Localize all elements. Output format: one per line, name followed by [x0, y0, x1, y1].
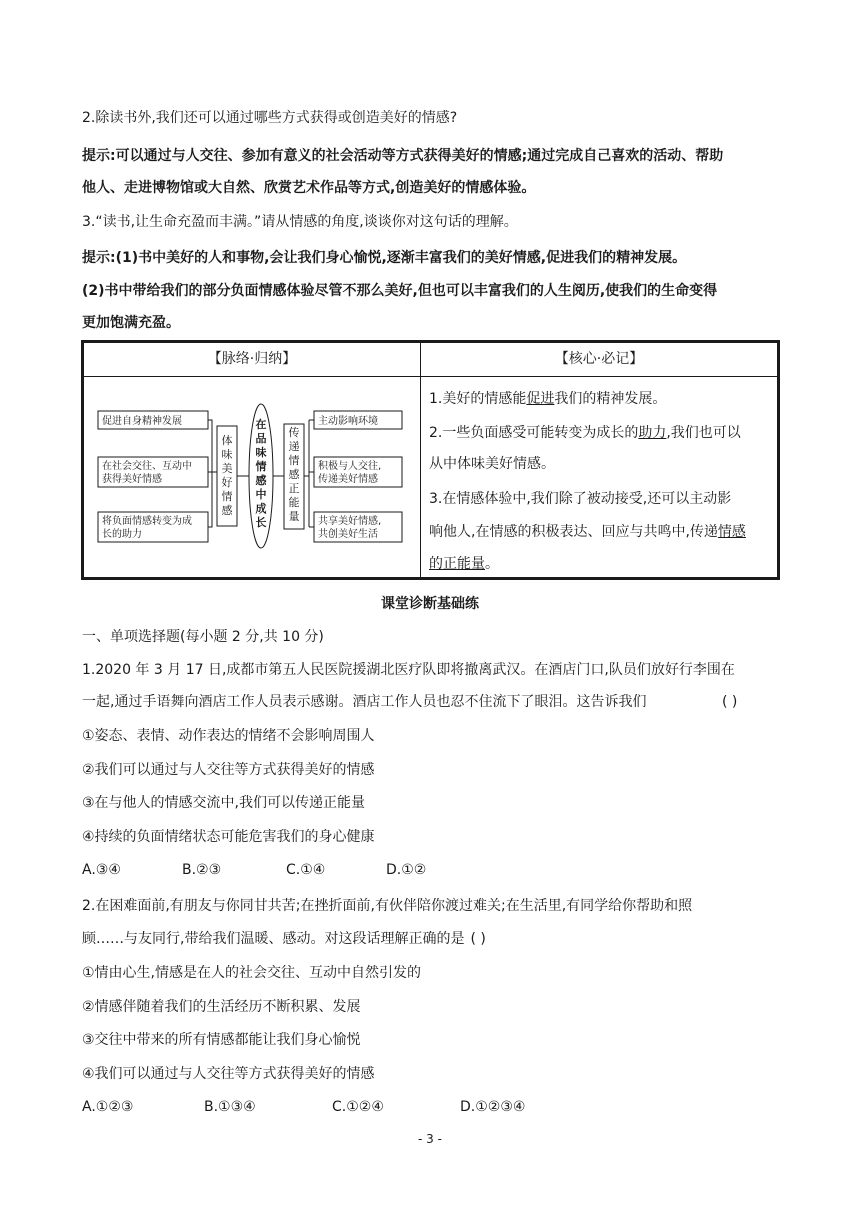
mc2-option-a[interactable]: A.①②③ — [82, 1099, 134, 1115]
mc1-option-b[interactable]: B.②③ — [182, 862, 222, 878]
right-box-2-text-1: 积极与人交往, — [318, 461, 382, 472]
hint-2-line-1: 提示:可以通过与人交往、参加有意义的社会活动等方式获得美好的情感;通过完成自己喜欢的活动、帮助 — [82, 148, 724, 164]
summary-right-header: 【核心·必记】 — [421, 343, 777, 377]
mc1-option-d[interactable]: D.①② — [386, 862, 427, 878]
mc1-item-1: ①姿态、表情、动作表达的情绪不会影响周围人 — [82, 728, 375, 744]
mc1-item-4: ④持续的负面情绪状态可能危害我们的身心健康 — [82, 829, 375, 845]
mc2-option-c[interactable]: C.①②④ — [332, 1099, 384, 1115]
right-box-3-text-1: 共享美好情感, — [318, 516, 382, 527]
center-label: 在品味情感中成长 — [255, 418, 267, 529]
mc1-item-3: ③在与他人的情感交流中,我们可以传递正能量 — [82, 795, 365, 811]
mc2-item-3: ③交往中带来的所有情感都能让我们身心愉悦 — [82, 1032, 361, 1048]
left-box-2-text-1: 在社会交往、互动中 — [102, 461, 192, 472]
right-column-label: 传递情感正能量 — [288, 426, 300, 523]
section-title: 课堂诊断基础练 — [381, 596, 479, 612]
core-point-1: 1.美好的情感能促进我们的精神发展。 — [429, 391, 667, 407]
part-one-heading: 一、单项选择题(每小题 2 分,共 10 分) — [82, 629, 324, 645]
question-2: 2.除读书外,我们还可以通过哪些方式获得或创造美好的情感? — [82, 110, 458, 126]
left-box-3-text-1: 将负面情感转变为成 — [102, 516, 192, 527]
mc1-item-2: ②我们可以通过与人交往等方式获得美好的情感 — [82, 762, 375, 778]
hint-3-line-1: 提示:(1)书中美好的人和事物,会让我们身心愉悦,逐渐丰富我们的美好情感,促进我们的精神发展。 — [82, 250, 687, 266]
mc1-option-a[interactable]: A.③④ — [82, 862, 121, 878]
mc2-option-d[interactable]: D.①②③④ — [460, 1099, 526, 1115]
core-point-3-line-3: 的正能量。 — [429, 556, 499, 572]
mc1-stem-line-1: 1.2020 年 3 月 17 日,成都市第五人民医院援湖北医疗队即将撤离武汉。在酒店门口,队员们放好行李围在 — [82, 662, 735, 678]
core-point-2-line-1: 2.一些负面感受可能转变为成长的助力,我们也可以 — [429, 425, 741, 441]
mind-map-diagram — [84, 376, 420, 577]
hint-3-line-2: (2)书中带给我们的部分负面情感体验尽管不那么美好,但也可以丰富我们的人生阅历,使我们的生命变得 — [82, 283, 718, 299]
left-box-1-text: 促进自身精神发展 — [102, 416, 182, 427]
question-3: 3.“读书,让生命充盈而丰满。”请从情感的角度,谈谈你对这句话的理解。 — [82, 214, 518, 230]
mc2-item-1: ①情由心生,情感是在人的社会交往、互动中自然引发的 — [82, 965, 421, 981]
right-box-3-text-2: 共创美好生活 — [318, 529, 378, 540]
mc2-stem-line-1: 2.在困难面前,有朋友与你同甘共苦;在挫折面前,有伙伴陪你渡过难关;在生活里,有同学给你帮助和照 — [82, 898, 693, 914]
hint-2-line-2: 他人、走进博物馆或大自然、欣赏艺术作品等方式,创造美好的情感体验。 — [82, 180, 536, 196]
right-box-1-text: 主动影响环境 — [318, 416, 378, 427]
summary-table — [81, 340, 780, 580]
summary-left-header: 【脉络·归纳】 — [84, 343, 421, 377]
page-number: - 3 - — [418, 1132, 442, 1146]
mc2-stem-line-2: 顾……与友同行,带给我们温暖、感动。对这段话理解正确的是 ( ) — [82, 931, 486, 947]
left-box-3-text-2: 长的助力 — [102, 529, 142, 540]
left-box-2-text-2: 获得美好情感 — [102, 474, 162, 485]
core-point-3-line-2: 响他人,在情感的积极表达、回应与共鸣中,传递情感 — [429, 524, 746, 540]
left-column-label: 体味美好情感 — [221, 434, 233, 517]
hint-3-line-3: 更加饱满充盈。 — [82, 315, 180, 331]
mc1-option-c[interactable]: C.①④ — [286, 862, 326, 878]
core-point-3-line-1: 3.在情感体验中,我们除了被动接受,还可以主动影 — [429, 491, 732, 507]
mc2-item-2: ②情感伴随着我们的生活经历不断积累、发展 — [82, 999, 361, 1015]
mc2-option-b[interactable]: B.①③④ — [204, 1099, 256, 1115]
table-divider — [420, 376, 421, 577]
mc1-stem-line-2: 一起,通过手语舞向酒店工作人员表示感谢。酒店工作人员也忍不住流下了眼泪。这告诉我们 ( ) — [82, 694, 738, 710]
core-point-2-line-2: 从中体味美好情感。 — [429, 456, 555, 472]
right-box-2-text-2: 传递美好情感 — [318, 474, 378, 485]
mc2-item-4: ④我们可以通过与人交往等方式获得美好的情感 — [82, 1066, 375, 1082]
